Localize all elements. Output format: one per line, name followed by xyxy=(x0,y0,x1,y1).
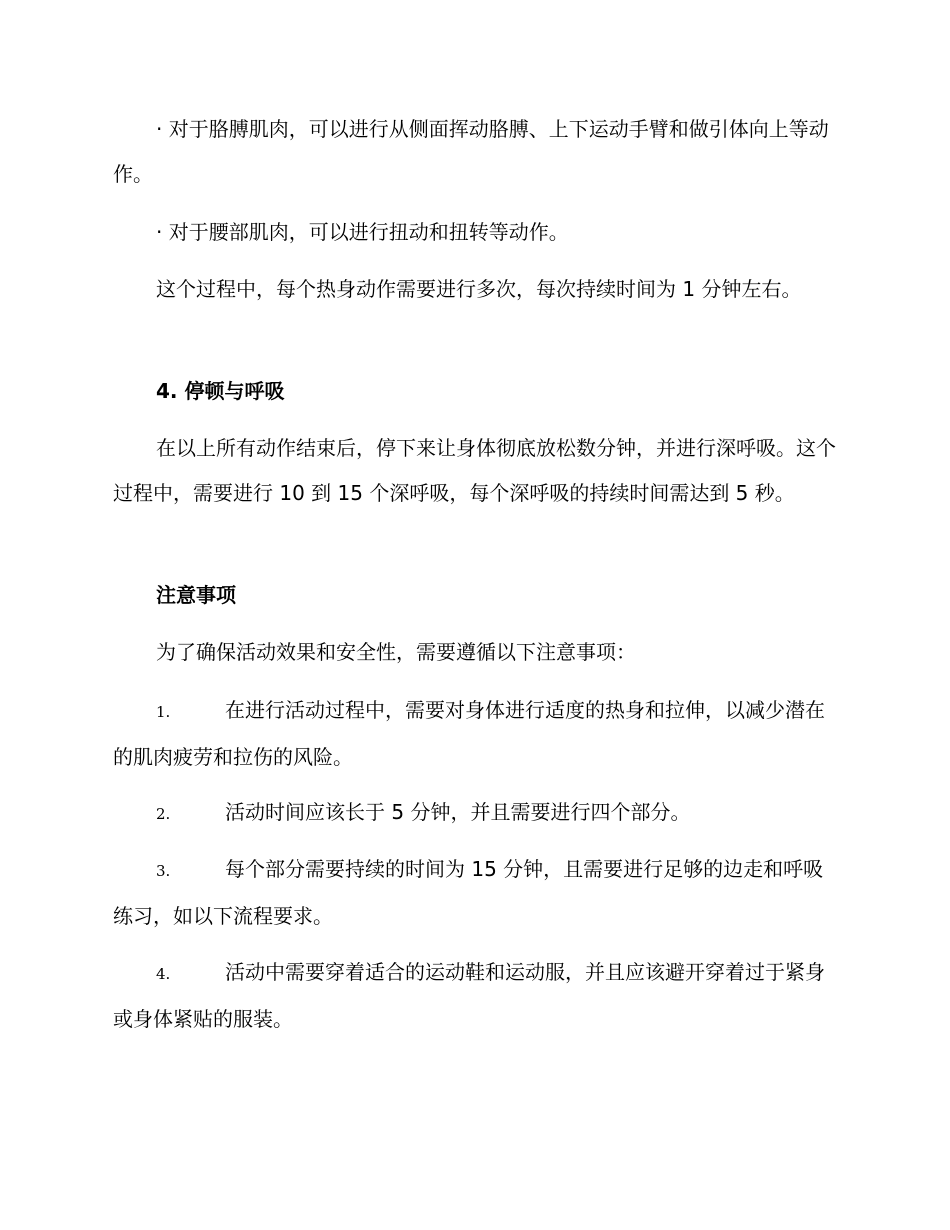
notes-list-item-2 xyxy=(113,790,838,837)
list-item-text: 每个部分需要持续的时间为 15 分钟，且需要进行足够的边走和呼吸练习，如以下流程要求。 xyxy=(113,857,824,928)
list-number: 3. xyxy=(156,862,171,880)
heading-notes: 注意事项 xyxy=(156,583,236,607)
heading-pause-and-breathe: 4. 停顿与呼吸 xyxy=(156,379,285,403)
paragraph-waist-muscles: · 对于腰部肌肉，可以进行扭动和扭转等动作。 xyxy=(156,220,569,244)
paragraph-arm-muscles: · 对于胳膊肌肉，可以进行从侧面挥动胳膊、上下运动手臂和做引体向上等动作。 xyxy=(113,117,829,186)
notes-list-item-3 xyxy=(113,847,838,939)
paragraph-deep-breathing: 在以上所有动作结束后，停下来让身体彻底放松数分钟，并进行深呼吸。这个过程中，需要进行 10 到 15 个深呼吸，每个深呼吸的持续时间需达到 5 秒。 xyxy=(113,436,836,505)
paragraph-notes-intro: 为了确保活动效果和安全性，需要遵循以下注意事项： xyxy=(156,640,636,664)
list-item-text: 在进行活动过程中，需要对身体进行适度的热身和拉伸，以减少潜在的肌肉疲劳和拉伤的风险。 xyxy=(113,698,825,769)
list-number: 1. xyxy=(156,703,171,721)
list-number: 2. xyxy=(156,805,171,823)
list-item-text: 活动时间应该长于 5 分钟，并且需要进行四个部分。 xyxy=(225,800,691,824)
notes-list-item-4 xyxy=(113,950,838,1042)
list-item-text: 活动中需要穿着适合的运动鞋和运动服，并且应该避开穿着过于紧身或身体紧贴的服装。 xyxy=(113,960,825,1031)
list-number: 4. xyxy=(156,965,171,983)
notes-list-item-1 xyxy=(113,688,838,780)
paragraph-warmup-duration: 这个过程中，每个热身动作需要进行多次，每次持续时间为 1 分钟左右。 xyxy=(156,277,802,301)
